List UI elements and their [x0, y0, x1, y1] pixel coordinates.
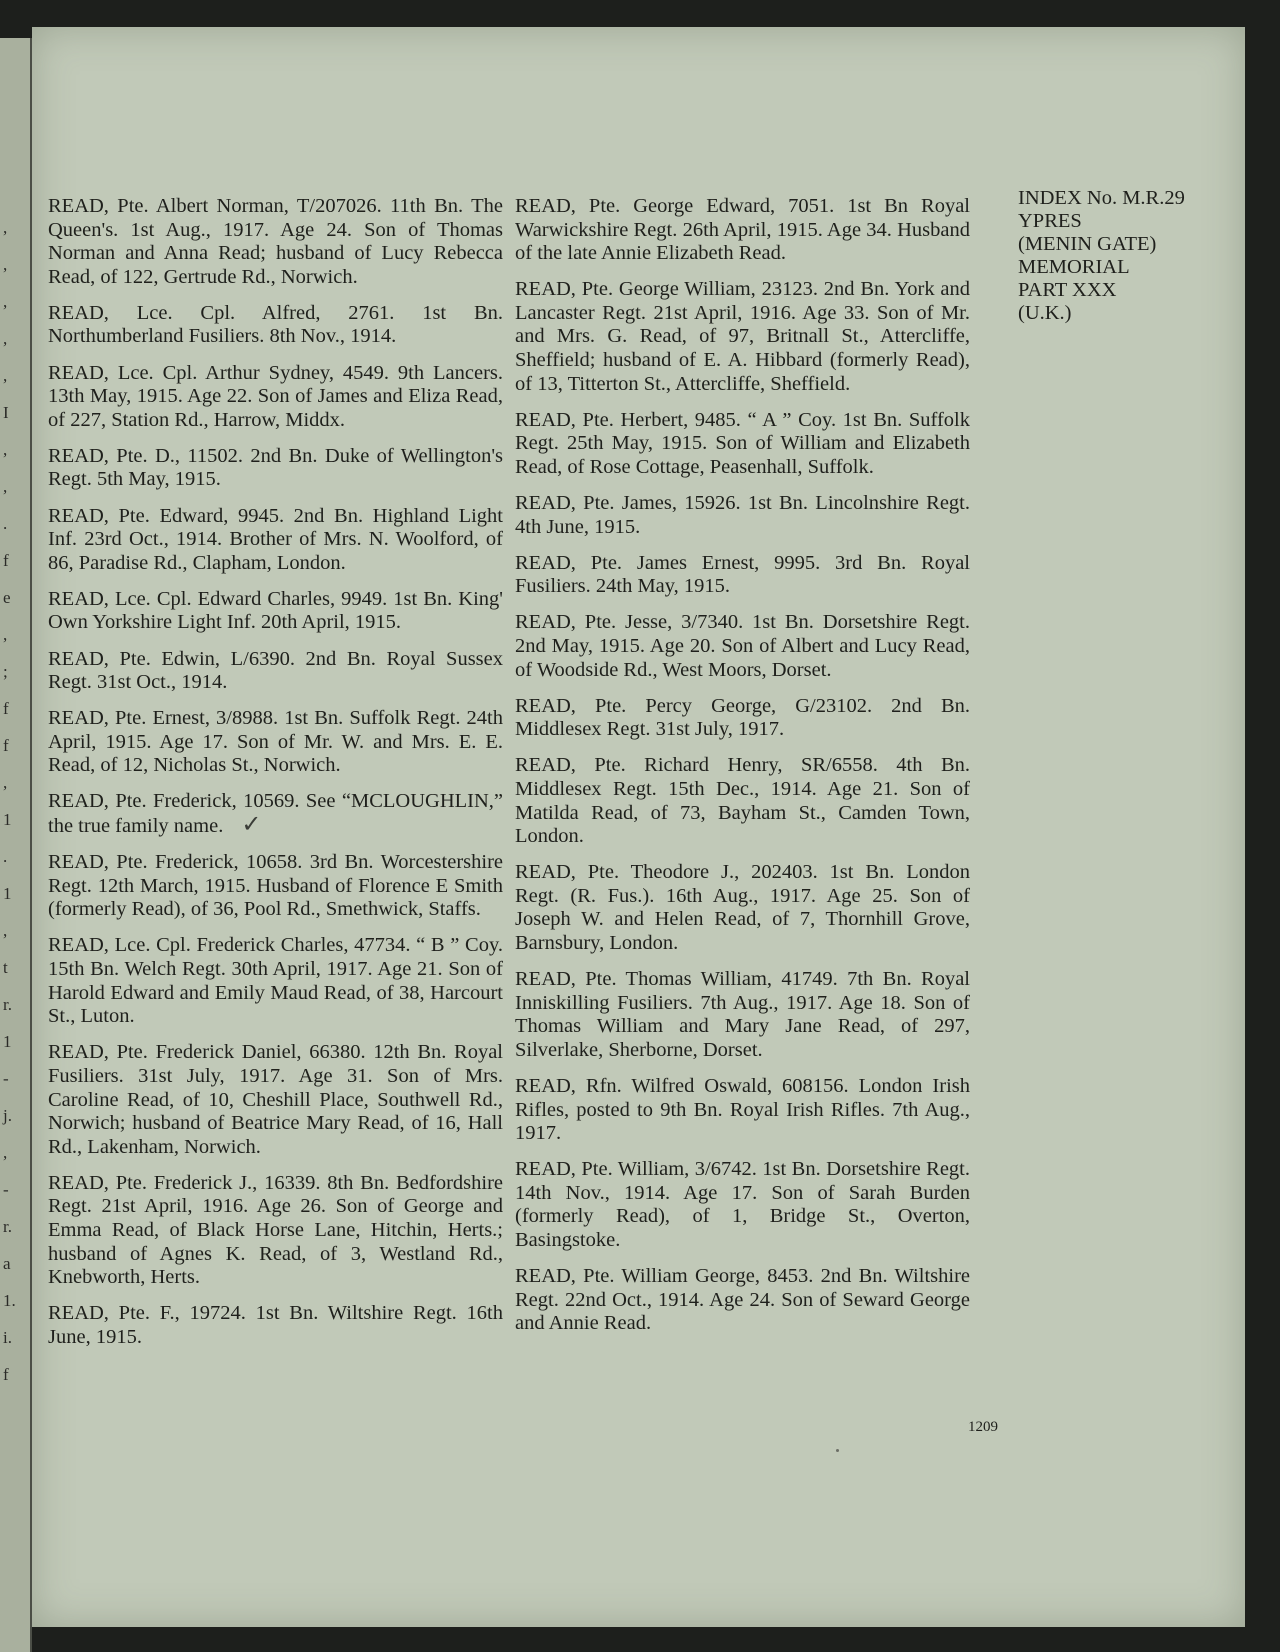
edge-fragment: ,	[3, 625, 8, 644]
page-number: 1209	[968, 1419, 998, 1435]
register-entry	[515, 552, 970, 599]
index-number: INDEX No. M.R.29	[1018, 187, 1185, 209]
paper-speck	[836, 1449, 839, 1452]
register-entry	[515, 695, 970, 742]
register-entry	[48, 302, 503, 349]
entry-text: READ, Pte. Albert Norman, T/207026. 11th Bn. The Queen's. 1st Aug., 1917. Age 24. Son of Thomas Norman and Anna Read; husband of Lucy Rebecca Read, of 122, Gertrude Rd., Norwich.	[48, 195, 503, 288]
edge-fragment: f	[3, 551, 9, 570]
register-entry	[515, 968, 970, 1062]
edge-fragment: ,	[3, 921, 8, 940]
edge-fragment: 1	[3, 810, 12, 829]
edge-fragment: .	[3, 847, 8, 866]
entry-text: READ, Pte. William George, 8453. 2nd Bn. Wiltshire Regt. 22nd Oct., 1914. Age 24. Son of Seward George and Annie Read.	[515, 1265, 970, 1335]
entry-text: READ, Pte. Theodore J., 202403. 1st Bn. London Regt. (R. Fus.). 16th Aug., 1917. Age 25. Son of Joseph W. and Helen Read, of 7, Thornhill Grove, Barnsbury, London.	[515, 861, 970, 955]
register-entry	[48, 934, 503, 1028]
edge-fragment: f	[3, 1365, 9, 1384]
memorial-gate: (MENIN GATE)	[1018, 233, 1157, 255]
edge-fragment: ,	[3, 218, 8, 237]
edge-fragment: ,	[3, 292, 8, 311]
edge-fragment: r.	[3, 995, 12, 1014]
edge-fragment: ,	[3, 440, 8, 459]
entry-text: READ, Pte. James, 15926. 1st Bn. Lincolnshire Regt. 4th June, 1915.	[515, 492, 970, 538]
register-entry	[515, 409, 970, 480]
entry-text: READ, Pte. Edwin, L/6390. 2nd Bn. Royal Sussex Regt. 31st Oct., 1914.	[48, 647, 503, 694]
register-entry	[515, 278, 970, 396]
edge-fragment: ,	[3, 477, 8, 496]
register-entry	[48, 707, 503, 778]
register-entry	[515, 754, 970, 848]
adjacent-page-edge	[0, 38, 32, 1652]
edge-fragment: i.	[3, 1328, 12, 1347]
edge-fragment: -	[3, 1069, 9, 1088]
entry-text: READ, Pte. F., 19724. 1st Bn. Wiltshire Regt. 16th June, 1915.	[48, 1302, 503, 1348]
register-entry	[515, 492, 970, 539]
entry-text: READ, Pte. George Edward, 7051. 1st Bn Royal Warwickshire Regt. 26th April, 1915. Age 34. Husband of the late Annie Elizabeth Read.	[515, 195, 970, 265]
middle-column	[515, 195, 970, 1348]
entry-text: READ, Pte. Frederick J., 16339. 8th Bn. Bedfordshire Regt. 21st April, 1916. Age 26. Son of George and Emma Read, of Black Horse Lane, Hitchin, Herts.; husband of Agnes K. Read, of 3, Westland Rd., Knebworth, Herts.	[48, 1171, 503, 1289]
entry-text: READ, Pte. Frederick, 10658. 3rd Bn. Worcestershire Regt. 12th March, 1915. Husband of Florence E Smith (formerly Read), of 36, Pool Rd., Smethwick, Staffs.	[48, 851, 503, 921]
register-entry	[515, 861, 970, 955]
entry-text: READ, Pte. Frederick, 10569. See “MCLOUGHLIN,” the true family name.	[48, 790, 503, 838]
entry-text: READ, Pte. D., 11502. 2nd Bn. Duke of Wellington's Regt. 5th May, 1915.	[48, 444, 503, 491]
memorial-country: (U.K.)	[1018, 302, 1072, 324]
entry-text: READ, Pte. Jesse, 3/7340. 1st Bn. Dorsetshire Regt. 2nd May, 1915. Age 20. Son of Albert and Lucy Read, of Woodside Rd., West Moors, Dorset.	[515, 611, 970, 681]
entry-text: READ, Pte. Percy George, G/23102. 2nd Bn. Middlesex Regt. 31st July, 1917.	[515, 694, 970, 741]
entry-text: READ, Lce. Cpl. Arthur Sydney, 4549. 9th Lancers. 13th May, 1915. Age 22. Son of James and Eliza Read, of 227, Station Rd., Harrow, Middx.	[48, 361, 503, 431]
entry-text: READ, Rfn. Wilfred Oswald, 608156. London Irish Rifles, posted to 9th Bn. Royal Irish Rifles. 7th Aug., 1917.	[515, 1075, 970, 1145]
entry-text: READ, Pte. Richard Henry, SR/6558. 4th Bn. Middlesex Regt. 15th Dec., 1914. Age 21. Son of Matilda Read, of 73, Bayham St., Camden Town, London.	[515, 754, 970, 848]
register-entry	[48, 505, 503, 576]
edge-fragment: 1.	[3, 1291, 16, 1310]
adjacent-page-text-fragments	[0, 38, 30, 1652]
register-entry	[48, 362, 503, 433]
entry-text: READ, Pte. William, 3/6742. 1st Bn. Dorsetshire Regt. 14th Nov., 1914. Age 17. Son of Sarah Burden (formerly Read), of 1, Bridge St., Overton, Basingstoke.	[515, 1158, 970, 1252]
entry-text: READ, Lce. Cpl. Frederick Charles, 47734. “ B ” Coy. 15th Bn. Welch Regt. 30th April, 1917. Age 21. Son of Harold Edward and Emily Maud Read, of 38, Harcourt St., Luton.	[48, 934, 503, 1028]
edge-fragment: 1	[3, 1032, 12, 1051]
memorial-label: MEMORIAL	[1018, 256, 1130, 278]
register-entry	[515, 1075, 970, 1146]
entry-text: READ, Pte. Thomas William, 41749. 7th Bn. Royal Inniskilling Fusiliers. 7th Aug., 1917. Age 18. Son of Thomas William and Mary Jane Read, of 297, Silverlake, Sherborne, Dorset.	[515, 968, 970, 1061]
register-entry	[515, 1158, 970, 1252]
memorial-register-page	[32, 27, 1245, 1627]
edge-fragment: t	[3, 958, 8, 977]
register-entry	[48, 445, 503, 492]
register-entry	[48, 1172, 503, 1290]
register-entry	[48, 851, 503, 922]
entry-text: READ, Pte. Edward, 9945. 2nd Bn. Highland Light Inf. 23rd Oct., 1914. Brother of Mrs. N. Woolford, of 86, Paradise Rd., Clapham, London.	[48, 504, 503, 574]
edge-fragment: -	[3, 1180, 9, 1199]
edge-fragment: ;	[3, 662, 8, 681]
entry-text: READ, Lce. Cpl. Edward Charles, 9949. 1st Bn. King' Own Yorkshire Light Inf. 20th April, 1915.	[48, 587, 503, 634]
entry-text: READ, Lce. Cpl. Alfred, 2761. 1st Bn. Northumberland Fusiliers. 8th Nov., 1914.	[48, 301, 503, 348]
entry-text: READ, Pte. Ernest, 3/8988. 1st Bn. Suffolk Regt. 24th April, 1915. Age 17. Son of Mr. W. and Mrs. E. E. Read, of 12, Nicholas St., Norwich.	[48, 707, 503, 777]
memorial-part: PART XXX	[1018, 279, 1117, 301]
register-entry	[48, 195, 503, 289]
edge-fragment: e	[3, 588, 11, 607]
register-entry	[515, 611, 970, 682]
memorial-place: YPRES	[1018, 210, 1082, 232]
edge-fragment: .	[3, 514, 8, 533]
handwritten-tick-mark: ✓	[241, 812, 262, 839]
edge-fragment: 1	[3, 884, 12, 903]
left-column	[48, 195, 503, 1362]
register-entry	[48, 790, 503, 838]
edge-fragment: ,	[3, 366, 8, 385]
entry-text: READ, Pte. Frederick Daniel, 66380. 12th Bn. Royal Fusiliers. 31st July, 1917. Age 31. Son of Mrs. Caroline Read, of 10, Cheshill Place, Southwell Rd., Norwich; husband of Beatrice Mary Read, of 16, Hall Rd., Lakenham, Norwich.	[48, 1041, 503, 1158]
entry-text: READ, Pte. Herbert, 9485. “ A ” Coy. 1st Bn. Suffolk Regt. 25th May, 1915. Son of William and Elizabeth Read, of Rose Cottage, Peasenhall, Suffolk.	[515, 408, 970, 478]
edge-fragment: r.	[3, 1217, 12, 1236]
edge-fragment: ,	[3, 773, 8, 792]
edge-fragment: ,	[3, 329, 8, 348]
index-heading	[1018, 187, 1233, 325]
edge-fragment: I	[3, 403, 9, 422]
edge-fragment: ,	[3, 1143, 8, 1162]
edge-fragment: f	[3, 736, 9, 755]
edge-fragment: ,	[3, 255, 8, 274]
register-entry	[48, 648, 503, 695]
edge-fragment: a	[3, 1254, 11, 1273]
edge-fragment: f	[3, 699, 9, 718]
register-entry	[48, 1041, 503, 1159]
entry-text: READ, Pte. James Ernest, 9995. 3rd Bn. Royal Fusiliers. 24th May, 1915.	[515, 551, 970, 598]
register-entry	[515, 1265, 970, 1336]
register-entry	[48, 1302, 503, 1349]
register-entry	[515, 195, 970, 266]
edge-fragment: j.	[3, 1106, 12, 1125]
register-entry	[48, 588, 503, 635]
entry-text: READ, Pte. George William, 23123. 2nd Bn. York and Lancaster Regt. 21st April, 1916. Age 33. Son of Mr. and Mrs. G. Read, of 97, Britnall St., Attercliffe, Sheffield; husband of E. A. Hibbard (formerly Read), of 13, Titterton St., Attercliffe, Sheffield.	[515, 278, 970, 395]
